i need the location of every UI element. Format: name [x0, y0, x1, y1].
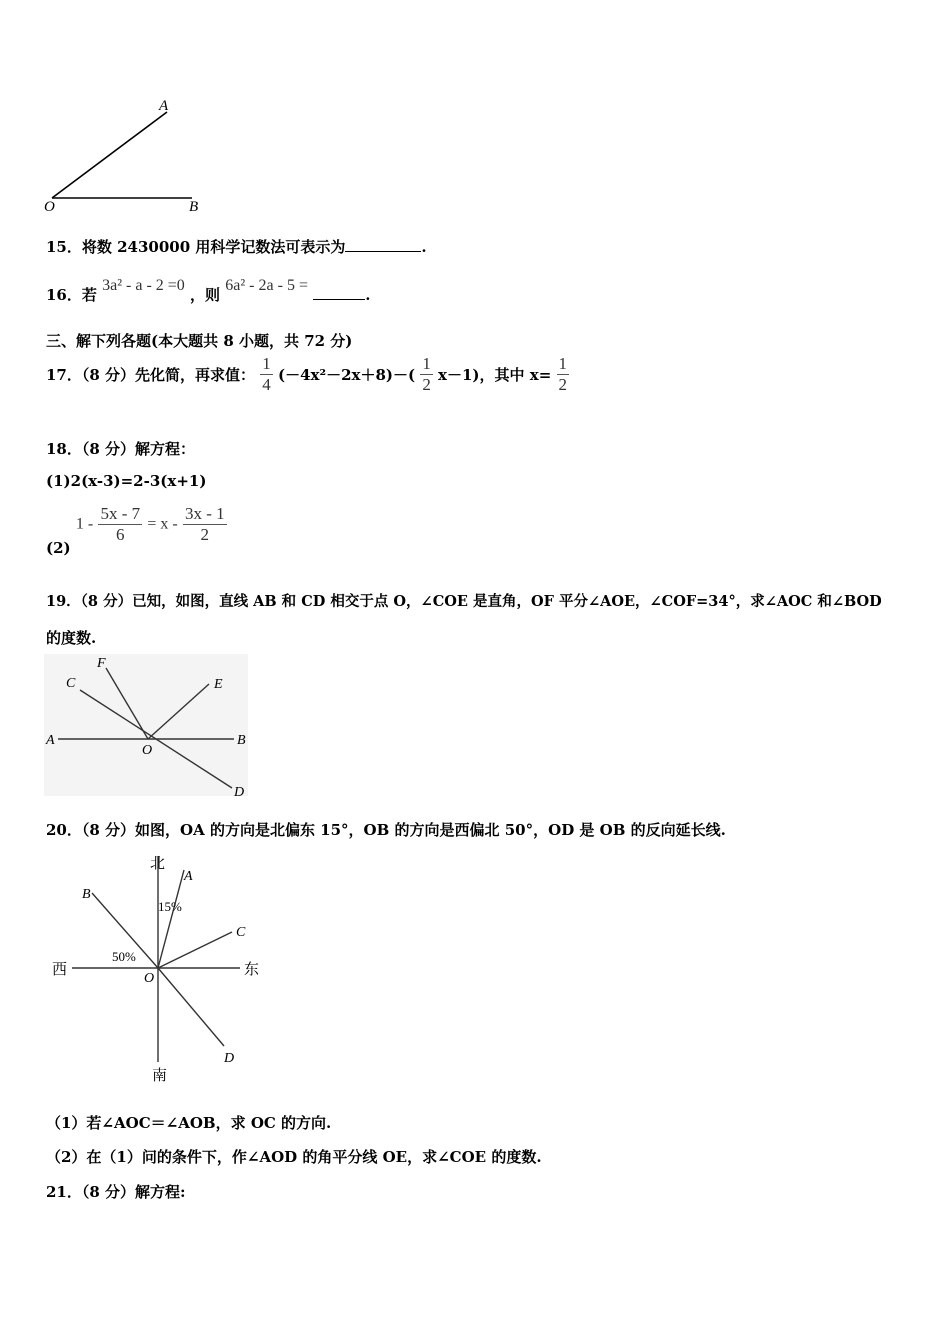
label-west: 西 [52, 960, 68, 978]
question-20-sub-1: （1）若∠AOC＝∠AOB，求 OC 的方向. [46, 1114, 332, 1132]
question-20: 20．（8 分）如图，OA 的方向是北偏东 15°，OB 的方向是西偏北 50°，OD 是 OB 的反向延长线. [46, 821, 726, 839]
label-d: D [224, 1051, 235, 1066]
q18-fracb-num: 3x - 1 [184, 504, 225, 523]
ray-oa [52, 112, 167, 198]
q18-fraca-num: 5x - 7 [100, 504, 141, 523]
q18-fracb-den: 2 [200, 525, 210, 544]
q18-part2-label: (2) [46, 538, 71, 557]
question-18-part-1: (1)2(x-3)=2-3(x+1) [46, 472, 207, 490]
label-f: F [97, 656, 106, 671]
q18-fraction-b [183, 504, 227, 545]
q17-frac2-num: 1 [422, 354, 431, 373]
ray-oa [158, 870, 184, 968]
question-15 [46, 236, 427, 257]
question-21-title: 21．（8 分）解方程: [46, 1183, 186, 1201]
q16-prefix: 16．若 [46, 286, 97, 304]
question-20-sub-2: （2）在（1）问的条件下，作∠AOD 的角平分线 OE，求∠COE 的度数. [46, 1148, 542, 1166]
label-north: 北 [150, 854, 166, 872]
q16-end: . [365, 286, 371, 304]
ray-od [158, 968, 224, 1046]
q17-expr1: (－4x²－2x＋8)－( [278, 366, 416, 384]
q17-frac1-num: 1 [262, 354, 271, 373]
q17-fraction-1 [260, 354, 273, 395]
label-a: A [184, 869, 193, 884]
label-a: A [46, 733, 55, 748]
angle-label-15: 15% [158, 899, 182, 914]
label-o: O [142, 743, 153, 758]
label-c: C [236, 925, 246, 940]
q17-frac3-num: 1 [558, 354, 567, 373]
q16-equation-1: 3a² - a - 2 =0 [102, 277, 185, 294]
label-east: 东 [244, 960, 260, 978]
q16-answer-blank[interactable] [313, 285, 365, 300]
figure-angle-aob [40, 92, 220, 217]
q18-part2-mid: = x - [147, 515, 178, 533]
label-a: A [159, 98, 169, 114]
question-18-part-2 [46, 504, 227, 557]
q16-mid: ，则 [190, 286, 221, 304]
question-16 [46, 274, 371, 304]
question-19-line-2: 的度数. [46, 629, 97, 647]
label-b: B [237, 733, 246, 748]
q17-frac1-den: 4 [262, 375, 271, 394]
label-b: B [82, 887, 91, 902]
figure-q19-intersecting-lines [44, 654, 254, 800]
q17-fraction-2 [420, 354, 433, 395]
angle-label-50: 50% [112, 949, 136, 964]
label-b: B [189, 199, 199, 215]
label-c: C [66, 676, 76, 691]
label-d: D [234, 785, 245, 800]
q17-frac3-den: 2 [558, 375, 567, 394]
label-south: 南 [152, 1066, 168, 1084]
q17-expr2: x－1)，其中 x= [438, 366, 552, 384]
q17-fraction-3 [557, 354, 570, 395]
label-e: E [214, 677, 223, 692]
q15-answer-blank[interactable] [345, 237, 421, 252]
q15-text: 15．将数 2430000 用科学记数法可表示为 [46, 238, 346, 256]
q17-frac2-den: 2 [422, 375, 431, 394]
question-19-line-1: 19．（8 分）已知，如图，直线 AB 和 CD 相交于点 O，∠COE 是直角，OF 平分∠AOE，∠COF=34°，求∠AOC 和∠BOD [46, 593, 882, 610]
q15-end: . [421, 238, 427, 256]
figure-q20-compass [44, 848, 274, 1088]
q16-equation-2: 6a² - 2a - 5 = [225, 277, 308, 294]
label-o: O [144, 971, 155, 986]
ray-oc [158, 932, 232, 968]
question-17 [46, 354, 569, 395]
q18-fraction-a [98, 504, 142, 545]
q18-fraca-den: 6 [116, 525, 125, 544]
q17-prefix: 17．（8 分）先化简，再求值： [46, 366, 256, 384]
section-3-heading: 三、解下列各题(本大题共 8 小题，共 72 分) [46, 332, 353, 350]
q18-part2-lead: 1 - [75, 515, 94, 533]
label-o: O [44, 199, 55, 215]
question-18-title: 18．（8 分）解方程： [46, 440, 196, 458]
